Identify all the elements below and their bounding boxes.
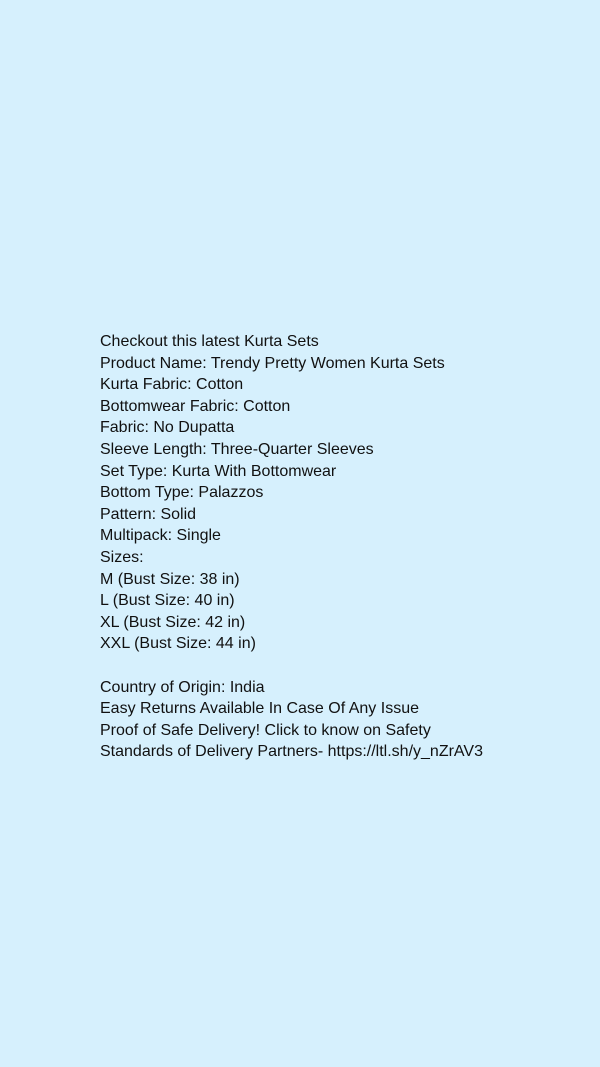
product-name-text: Product Name: Trendy Pretty Women Kurta Sets <box>100 354 445 372</box>
blank-line <box>100 655 580 677</box>
multipack-text: Multipack: Single <box>100 527 221 545</box>
kurta-fabric-text: Kurta Fabric: Cotton <box>100 376 244 394</box>
sizes-label: Sizes: <box>100 548 144 566</box>
safe-delivery-text-line1: Proof of Safe Delivery! Click to know on Safety <box>100 721 431 739</box>
size-m-text: M (Bust Size: 38 in) <box>100 570 240 588</box>
country-of-origin-text: Country of Origin: India <box>100 678 265 696</box>
set-type-text: Set Type: Kurta With Bottomwear <box>100 462 337 480</box>
sleeve-length-text: Sleeve Length: Three-Quarter Sleeves <box>100 440 374 458</box>
size-xl-text: XL (Bust Size: 42 in) <box>100 613 246 631</box>
intro-text: Checkout this latest Kurta Sets <box>100 333 319 350</box>
safe-delivery-text-line2: Standards of Delivery Partners- https://ltl.sh/y_nZrAV3 <box>100 743 483 761</box>
fabric-text: Fabric: No Dupatta <box>100 419 235 437</box>
product-description <box>100 331 580 763</box>
easy-returns-text: Easy Returns Available In Case Of Any Issue <box>100 700 419 718</box>
pattern-text: Pattern: Solid <box>100 505 197 523</box>
bottomwear-fabric-text: Bottomwear Fabric: Cotton <box>100 397 291 415</box>
bottom-type-text: Bottom Type: Palazzos <box>100 484 264 502</box>
size-l-text: L (Bust Size: 40 in) <box>100 592 235 610</box>
size-xxl-text: XXL (Bust Size: 44 in) <box>100 635 256 653</box>
